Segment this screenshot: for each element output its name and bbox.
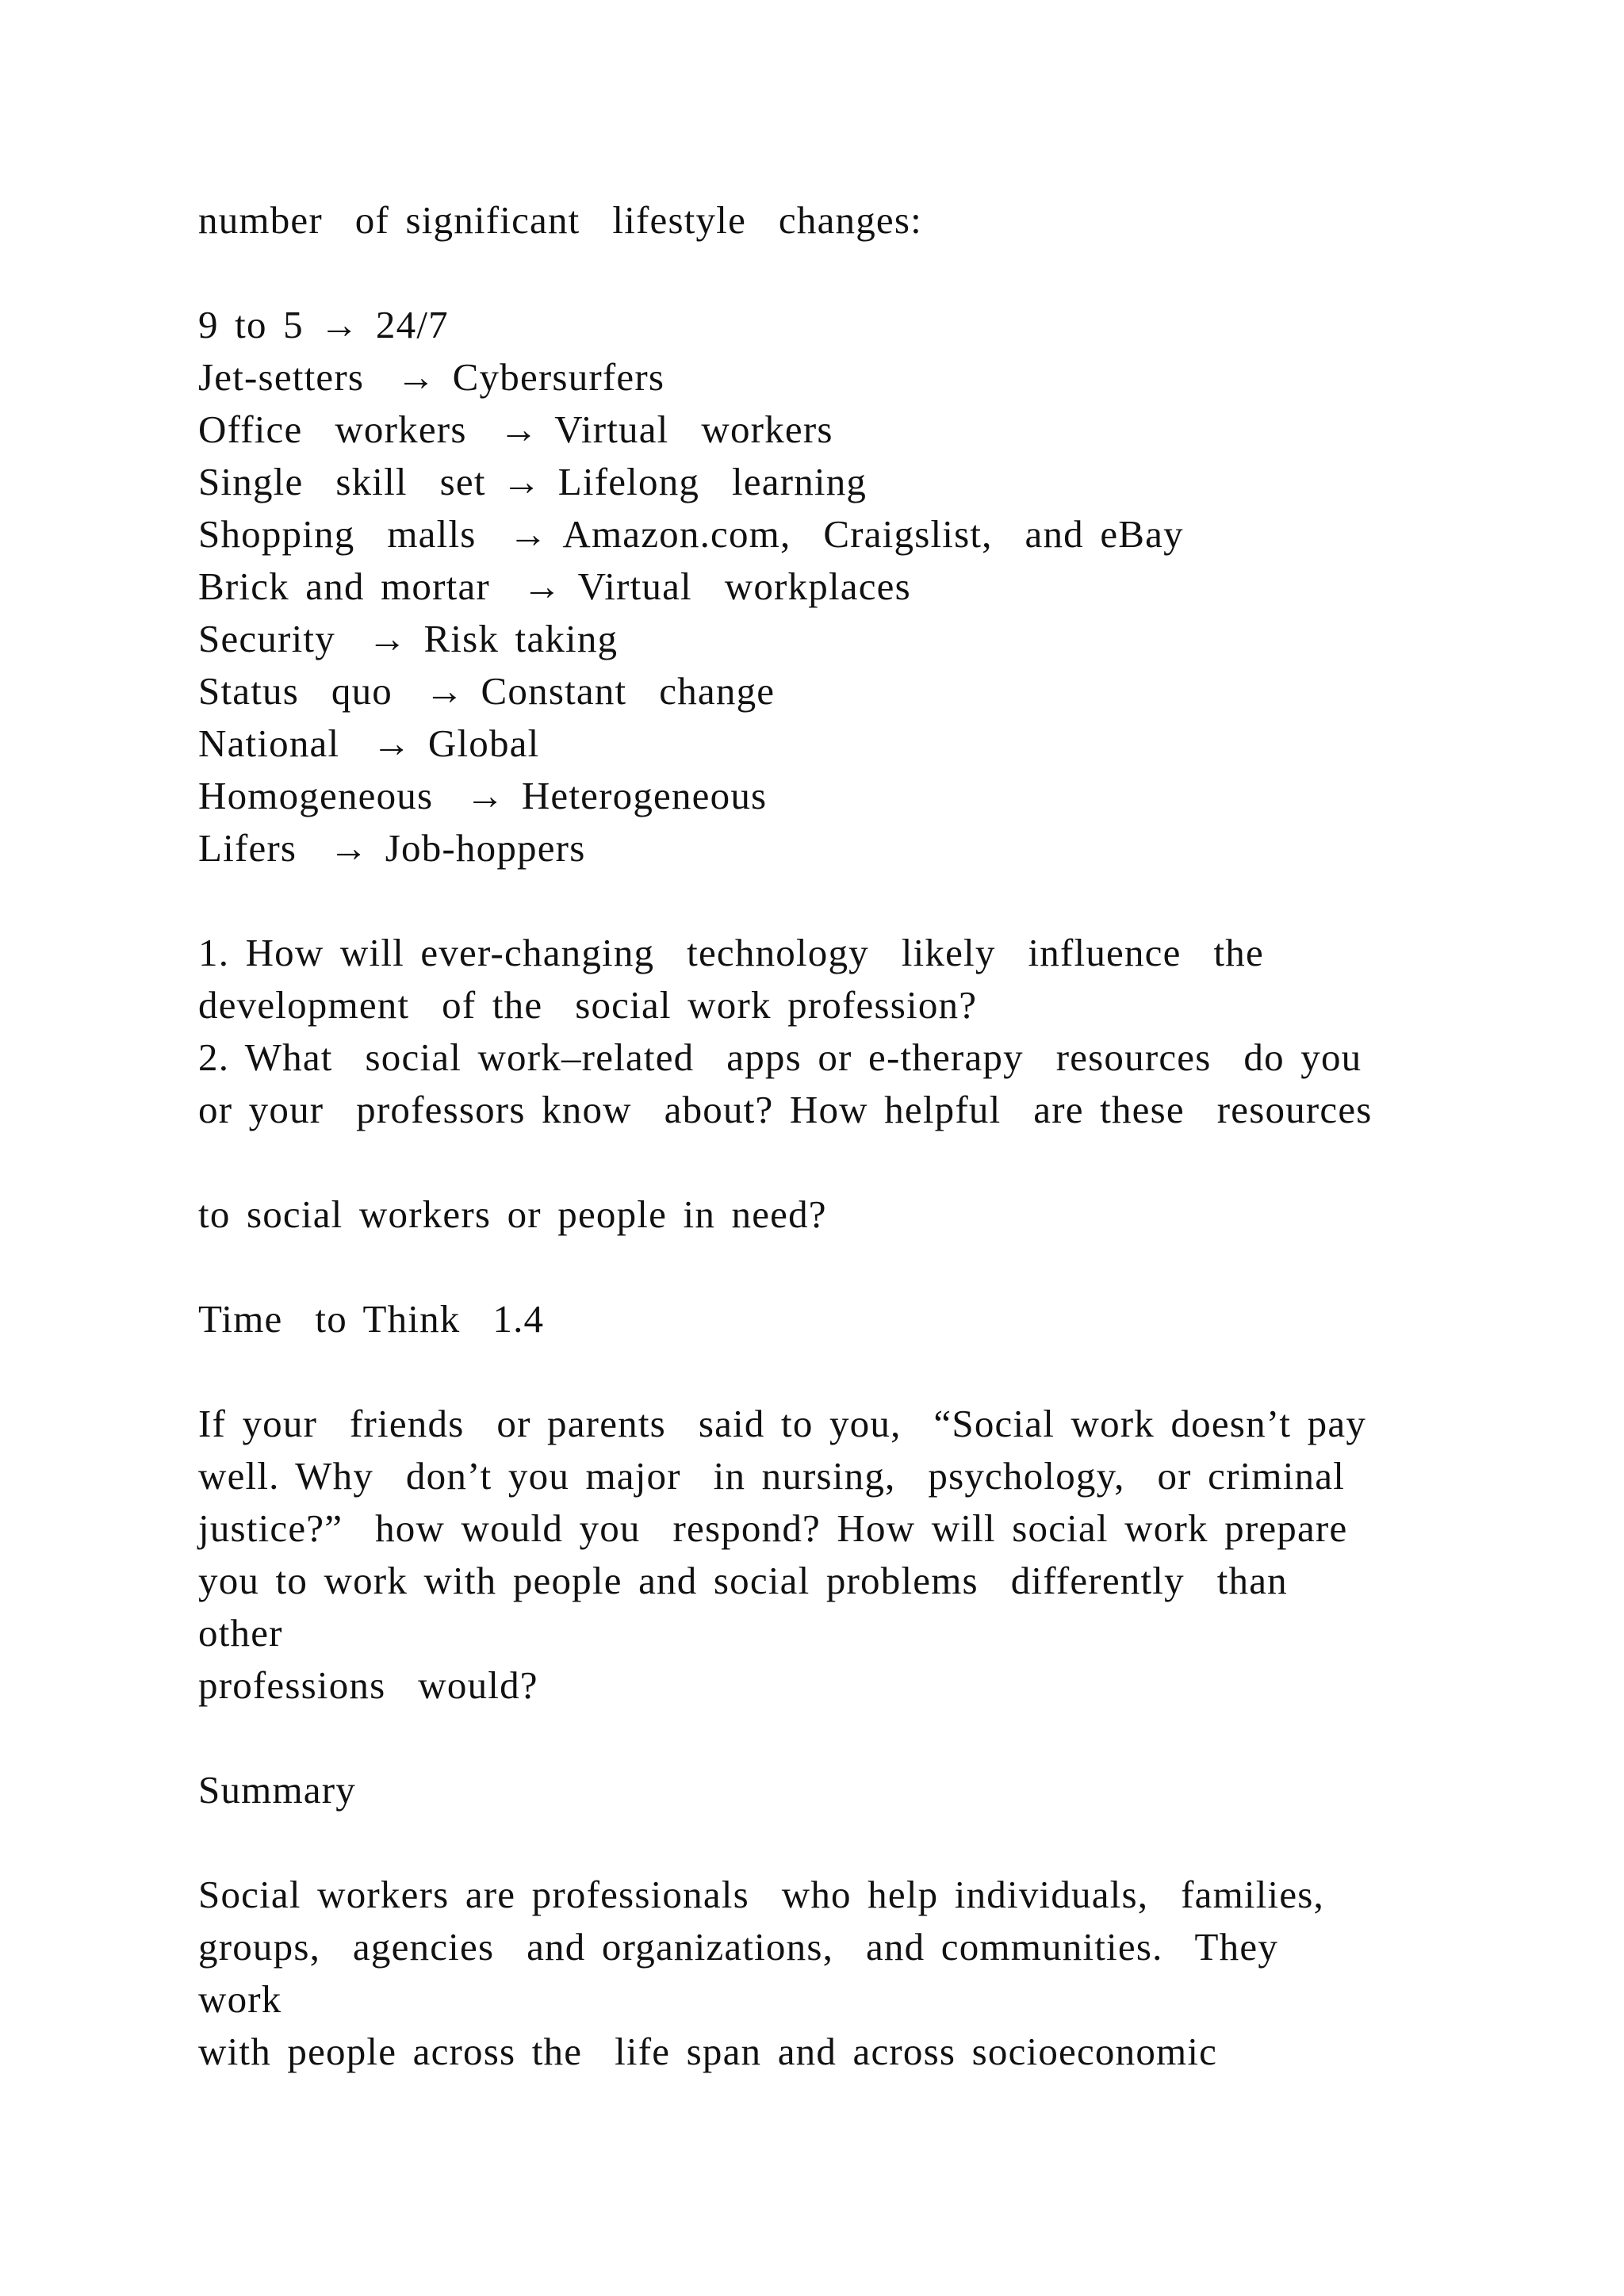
paragraph-line: work <box>198 1977 282 2021</box>
change-item: National → Global <box>198 721 540 765</box>
change-item: Security → Risk taking <box>198 617 619 660</box>
change-item: Status quo → Constant change <box>198 669 776 713</box>
question-line: or your professors know about? How helpful are these resources <box>198 1088 1373 1131</box>
question-line: 1. How will ever-changing technology likely influence the <box>198 931 1264 974</box>
change-item: Jet-setters → Cybersurfers <box>198 355 665 399</box>
paragraph-line: with people across the life span and across socioeconomic <box>198 2030 1218 2073</box>
change-item: 9 to 5 → 24/7 <box>198 303 449 346</box>
paragraph-line: well. Why don’t you major in nursing, psychology, or criminal <box>198 1454 1346 1498</box>
question-line: to social workers or people in need? <box>198 1192 827 1236</box>
change-item: Single skill set → Lifelong learning <box>198 460 868 503</box>
change-item: Lifers → Job-hoppers <box>198 826 586 870</box>
paragraph-line: If your friends or parents said to you, “Social work doesn’t pay <box>198 1402 1367 1445</box>
change-item: Office workers → Virtual workers <box>198 408 833 451</box>
section-heading: Time to Think 1.4 <box>198 1297 545 1341</box>
change-item: Brick and mortar → Virtual workplaces <box>198 564 911 608</box>
paragraph-line: groups, agencies and organizations, and communities. They <box>198 1925 1279 1969</box>
question-line: development of the social work profession? <box>198 983 978 1027</box>
section-heading: Summary <box>198 1768 356 1812</box>
paragraph-line: other <box>198 1611 283 1655</box>
paragraph-line: professions would? <box>198 1663 538 1707</box>
paragraph-line: you to work with people and social problems differently than <box>198 1559 1288 1602</box>
change-item: Homogeneous → Heterogeneous <box>198 774 768 817</box>
intro-line: number of significant lifestyle changes: <box>198 198 922 242</box>
paragraph-line: justice?” how would you respond? How will social work prepare <box>198 1506 1348 1550</box>
change-item: Shopping malls → Amazon.com, Craigslist, and eBay <box>198 512 1184 556</box>
question-line: 2. What social work–related apps or e-therapy resources do you <box>198 1035 1362 1079</box>
paragraph-line: Social workers are professionals who help individuals, families, <box>198 1873 1325 1916</box>
